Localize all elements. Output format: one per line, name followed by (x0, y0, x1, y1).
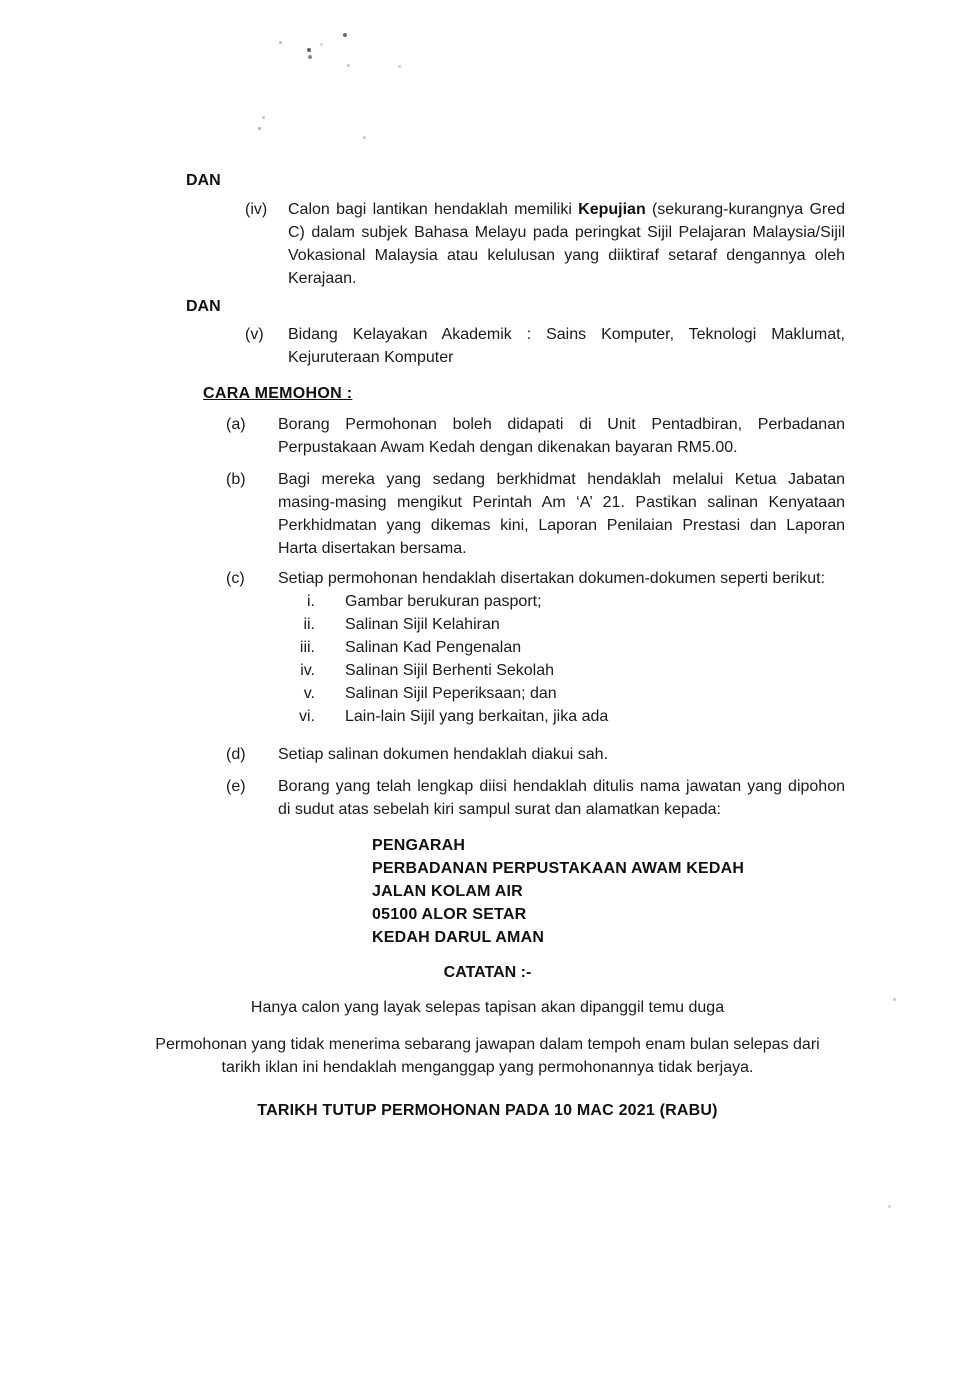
item-text-b: Bagi mereka yang sedang berkhidmat hendaklah melalui Ketua Jabatan masing-masing mengikut Perintah Am ‘A’ 21. Pastikan salinan Kenyataan Perkhidmatan yang dikemas kini, Laporan Penilaian Prestasi dan Laporan Harta disertakan bersama. (278, 471, 845, 557)
dan-label-1: DAN (186, 172, 221, 189)
item-text-v: Bidang Kelayakan Akademik : Sains Komputer, Teknologi Maklumat, Kejuruteraan Komputer (288, 326, 845, 366)
item-text-iv-bold: Kepujian (578, 201, 646, 218)
scan-speckle (307, 48, 311, 52)
address-line-3: JALAN KOLAM AIR (372, 883, 523, 900)
dan-label-2: DAN (186, 298, 221, 315)
list-item-a (226, 413, 845, 459)
list-item-v (245, 323, 845, 369)
sub-item-text-i: Gambar berukuran pasport; (345, 593, 542, 610)
list-item-c (226, 567, 845, 728)
sub-list-item-iii (278, 636, 845, 659)
scan-speckle (343, 33, 347, 37)
closing-date-line: TARIKH TUTUP PERMOHONAN PADA 10 MAC 2021 (RABU) (257, 1102, 718, 1119)
scan-speckle (258, 127, 261, 130)
catatan-heading: CATATAN :- (443, 964, 532, 981)
catatan-note-1: Hanya calon yang layak selepas tapisan akan dipanggil temu duga (250, 999, 725, 1016)
sub-item-text-ii: Salinan Sijil Kelahiran (345, 616, 500, 633)
item-text-a: Borang Permohonan boleh didapati di Unit Pentadbiran, Perbadanan Perpustakaan Awam Kedah dengan dikenakan bayaran RM5.00. (278, 416, 845, 456)
scan-speckle (308, 55, 312, 59)
item-marker-v: (v) (245, 326, 264, 343)
scan-speckle (888, 1205, 891, 1208)
item-text-c: Setiap permohonan hendaklah disertakan dokumen-dokumen seperti berikut: (278, 570, 826, 587)
sub-list-item-ii (278, 613, 845, 636)
item-marker-iv: (iv) (245, 201, 268, 218)
scan-speckle (398, 65, 401, 68)
sub-list-item-v (278, 682, 845, 705)
item-marker-a: (a) (226, 416, 246, 433)
sub-item-marker-i: i. (307, 593, 315, 610)
item-text-e: Borang yang telah lengkap diisi hendaklah ditulis nama jawatan yang dipohon di sudut atas sebelah kiri sampul surat dan alamatkan kepada: (278, 778, 845, 818)
list-item-d (226, 743, 845, 766)
scan-speckle (347, 64, 350, 67)
item-marker-d: (d) (226, 746, 246, 763)
address-line-5: KEDAH DARUL AMAN (372, 929, 545, 946)
item-body-c (278, 567, 845, 728)
sub-list-item-vi (278, 705, 845, 728)
sub-item-text-iv: Salinan Sijil Berhenti Sekolah (345, 662, 555, 679)
item-marker-b: (b) (226, 471, 246, 488)
item-marker-e: (e) (226, 778, 246, 795)
address-line-4: 05100 ALOR SETAR (372, 906, 527, 923)
item-text-iv-after: (sekurang-kurangnya Gred C) dalam subjek Bahasa Melayu pada peringkat Sijil Pelajaran Malaysia/Sijil Vokasional Malaysia atau kelulusan yang diiktiraf setaraf dengannya oleh Kerajaan. (288, 201, 846, 287)
sub-list-item-iv (278, 659, 845, 682)
sub-list-item-i (278, 590, 845, 613)
list-item-b (226, 468, 845, 560)
scan-speckle (893, 998, 896, 1001)
sub-item-marker-iv: iv. (300, 662, 315, 679)
sub-item-text-iii: Salinan Kad Pengenalan (345, 639, 522, 656)
sub-item-marker-iii: iii. (299, 639, 315, 656)
item-marker-c: (c) (226, 570, 245, 587)
scan-speckle (279, 41, 282, 44)
catatan-note-2: Permohonan yang tidak menerima sebarang jawapan dalam tempoh enam bulan selepas dari tarikh iklan ini hendaklah menganggap yang permohonannya tidak berjaya. (155, 1036, 820, 1076)
scan-speckle (363, 136, 366, 139)
address-block (372, 834, 975, 949)
sub-item-marker-vi: vi. (299, 708, 315, 725)
item-text-iv (288, 198, 845, 290)
sub-item-marker-v: v. (303, 685, 315, 702)
scan-speckle (320, 43, 323, 46)
item-text-iv-before: Calon bagi lantikan hendaklah memiliki (288, 201, 579, 218)
sub-item-text-vi: Lain-lain Sijil yang berkaitan, jika ada (345, 708, 609, 725)
section-heading-cara-memohon: CARA MEMOHON : (203, 385, 353, 402)
scan-speckle (262, 116, 265, 119)
list-item-iv (245, 198, 845, 290)
sub-item-text-v: Salinan Sijil Peperiksaan; dan (345, 685, 557, 702)
list-item-e (226, 775, 845, 821)
address-line-1: PENGARAH (372, 837, 466, 854)
address-line-2: PERBADANAN PERPUSTAKAAN AWAM KEDAH (372, 860, 745, 877)
sub-item-marker-ii: ii. (303, 616, 315, 633)
document-sub-list (278, 590, 845, 728)
item-text-d: Setiap salinan dokumen hendaklah diakui sah. (278, 746, 609, 763)
